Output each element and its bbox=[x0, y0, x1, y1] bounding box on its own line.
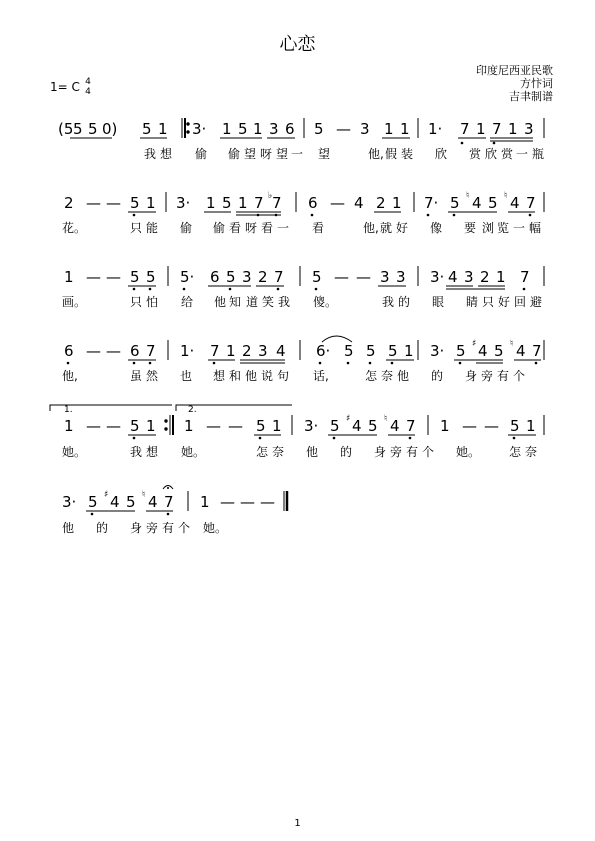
svg-text:4: 4 bbox=[110, 493, 120, 511]
svg-text:4: 4 bbox=[352, 417, 362, 435]
lyric-syllable: 身 bbox=[374, 445, 387, 459]
lyric-syllable: 偷 bbox=[213, 221, 226, 235]
svg-text:5: 5 bbox=[88, 120, 98, 138]
svg-text:1: 1 bbox=[384, 120, 394, 138]
lyric-syllable: 她。 bbox=[456, 445, 481, 459]
svg-text:3: 3 bbox=[524, 120, 534, 138]
origin-credit: 印度尼西亚民歌 bbox=[476, 64, 553, 77]
lyric-syllable: 想 bbox=[213, 369, 226, 383]
svg-text:3·: 3· bbox=[176, 194, 191, 212]
lyric-syllable: 知 bbox=[229, 295, 242, 309]
lyric-syllable: 奈 bbox=[381, 369, 394, 383]
lyric-syllable: 奈 bbox=[272, 445, 285, 459]
svg-text:7: 7 bbox=[164, 493, 174, 511]
svg-text:7: 7 bbox=[532, 342, 542, 360]
lyric-syllable: 画。 bbox=[62, 295, 87, 309]
lyric-syllable: 能 bbox=[146, 221, 159, 235]
lyric-syllable: 眼 bbox=[432, 295, 445, 309]
svg-text:—: — bbox=[86, 417, 101, 435]
svg-text:3: 3 bbox=[380, 268, 390, 286]
time-signature-bottom: 4 bbox=[85, 87, 91, 97]
svg-text:3: 3 bbox=[396, 268, 406, 286]
svg-text:1: 1 bbox=[496, 268, 506, 286]
svg-text:0): 0) bbox=[102, 120, 118, 138]
svg-text:1·: 1· bbox=[180, 342, 195, 360]
lyric-syllable: 旁 bbox=[390, 445, 403, 459]
lyric-syllable: 浏 bbox=[482, 221, 495, 235]
svg-text:3·: 3· bbox=[430, 342, 445, 360]
svg-text:—: — bbox=[240, 493, 255, 511]
svg-text:—: — bbox=[86, 342, 101, 360]
svg-text:1: 1 bbox=[64, 268, 74, 286]
svg-text:1: 1 bbox=[222, 120, 232, 138]
lyric-syllable: 我 bbox=[144, 147, 157, 161]
svg-text:1: 1 bbox=[404, 342, 414, 360]
svg-text:♮: ♮ bbox=[466, 191, 470, 201]
lyric-syllable: 的 bbox=[398, 295, 411, 309]
lyric-syllable: 偷 bbox=[180, 221, 193, 235]
svg-text:2: 2 bbox=[480, 268, 490, 286]
lyric-syllable: 要 bbox=[464, 221, 477, 235]
lyric-syllable: 偷 bbox=[195, 147, 208, 161]
lyric-syllable: 奈 bbox=[525, 445, 538, 459]
svg-text:5: 5 bbox=[88, 493, 98, 511]
lyric-syllable: 呀 bbox=[245, 221, 258, 235]
svg-text:5: 5 bbox=[142, 120, 152, 138]
lyric-syllable: 好 bbox=[396, 221, 409, 235]
lyric-syllable: 欣 bbox=[435, 147, 448, 161]
lyric-syllable: 有 bbox=[162, 521, 175, 535]
barlines bbox=[165, 118, 544, 511]
lyric-syllable: 他 bbox=[62, 521, 75, 535]
svg-text:—: — bbox=[86, 268, 101, 286]
lyric-syllable: 装 bbox=[401, 147, 414, 161]
svg-text:(5: (5 bbox=[58, 120, 74, 138]
svg-text:3: 3 bbox=[464, 268, 474, 286]
key-signature: 1= C bbox=[50, 80, 80, 94]
svg-text:7: 7 bbox=[406, 417, 416, 435]
lyric-syllable: 看 bbox=[261, 221, 274, 235]
svg-text:5: 5 bbox=[130, 194, 140, 212]
svg-text:—: — bbox=[462, 417, 477, 435]
lyric-syllable: 偷 bbox=[228, 147, 241, 161]
svg-text:1: 1 bbox=[508, 120, 518, 138]
svg-text:—: — bbox=[334, 268, 349, 286]
svg-text:♮: ♮ bbox=[142, 490, 146, 500]
lyric-syllable: 欣 bbox=[485, 147, 498, 161]
svg-text:1: 1 bbox=[253, 120, 263, 138]
lyric-syllable: 看 bbox=[312, 221, 325, 235]
lyric-syllable: 想 bbox=[160, 147, 173, 161]
lyric-syllable: 她。 bbox=[62, 445, 87, 459]
lyric-syllable: 一 bbox=[513, 221, 526, 235]
svg-text:5: 5 bbox=[366, 342, 376, 360]
lyric-syllable: 我 bbox=[382, 295, 395, 309]
lyric-syllable: 傻。 bbox=[313, 295, 338, 309]
svg-text:1: 1 bbox=[184, 417, 194, 435]
svg-text:♯: ♯ bbox=[472, 339, 477, 349]
page-number: 1 bbox=[294, 818, 301, 829]
svg-text:6: 6 bbox=[308, 194, 318, 212]
svg-text:1: 1 bbox=[400, 120, 410, 138]
svg-text:5: 5 bbox=[388, 342, 398, 360]
svg-text:6: 6 bbox=[64, 342, 74, 360]
lyric-syllable: 回 bbox=[514, 295, 527, 309]
svg-text:5: 5 bbox=[146, 268, 156, 286]
lyric-syllable: 就 bbox=[380, 221, 393, 235]
lyric-syllable: 一 bbox=[291, 147, 304, 161]
lyric-syllable: 望 bbox=[276, 147, 289, 161]
svg-text:3: 3 bbox=[258, 342, 268, 360]
svg-text:4: 4 bbox=[510, 194, 520, 212]
lyric-syllable: 只 bbox=[130, 295, 143, 309]
svg-text:1: 1 bbox=[238, 194, 248, 212]
lyric-syllable: 看 bbox=[229, 221, 242, 235]
lyric-syllable: 假 bbox=[385, 147, 398, 161]
svg-text:—: — bbox=[106, 417, 121, 435]
lyric-syllable: 也 bbox=[180, 369, 193, 383]
lyric-syllable: 望 bbox=[318, 147, 331, 161]
lyric-syllable: 他, bbox=[363, 221, 379, 235]
svg-text:2: 2 bbox=[242, 342, 252, 360]
svg-text:5: 5 bbox=[330, 417, 340, 435]
svg-text:3·: 3· bbox=[62, 493, 77, 511]
svg-text:1: 1 bbox=[206, 194, 216, 212]
svg-text:5: 5 bbox=[314, 120, 324, 138]
svg-text:♮: ♮ bbox=[510, 339, 514, 349]
lyric-syllable: 他 bbox=[245, 369, 258, 383]
svg-text:5: 5 bbox=[256, 417, 266, 435]
lyric-syllable: 呀 bbox=[260, 147, 273, 161]
lyric-syllable: 她。 bbox=[181, 445, 206, 459]
lyric-syllable: 有 bbox=[406, 445, 419, 459]
double-underlines bbox=[236, 141, 533, 363]
svg-text:5: 5 bbox=[494, 342, 504, 360]
svg-text:♮: ♮ bbox=[384, 414, 388, 424]
lyric-syllable: 他 bbox=[397, 369, 410, 383]
svg-text:3·: 3· bbox=[192, 120, 207, 138]
lyric-syllable: 赏 bbox=[469, 147, 482, 161]
lyric-syllable: 一 bbox=[277, 221, 290, 235]
svg-text:4: 4 bbox=[148, 493, 158, 511]
svg-text:1: 1 bbox=[158, 120, 168, 138]
svg-text:—: — bbox=[330, 194, 345, 212]
svg-text:5: 5 bbox=[130, 268, 140, 286]
svg-text:3: 3 bbox=[269, 120, 279, 138]
svg-text:5: 5 bbox=[456, 342, 466, 360]
svg-text:1: 1 bbox=[146, 417, 156, 435]
lyric-syllable: 道 bbox=[246, 295, 259, 309]
lyric-syllable: 身 bbox=[465, 369, 478, 383]
svg-text:4: 4 bbox=[390, 417, 400, 435]
lyric-syllable: 说 bbox=[261, 369, 274, 383]
lyric-syllable: 望 bbox=[244, 147, 257, 161]
fermata-dot bbox=[167, 487, 169, 489]
lyric-syllable: 身 bbox=[130, 521, 143, 535]
arranger-credit: 吉聿制谱 bbox=[509, 90, 553, 103]
lyric-syllable: 的 bbox=[96, 521, 109, 535]
lyric-syllable: 旁 bbox=[481, 369, 494, 383]
svg-text:1: 1 bbox=[226, 342, 236, 360]
svg-text:1: 1 bbox=[476, 120, 486, 138]
lyric-syllable: 好 bbox=[498, 295, 511, 309]
svg-text:5: 5 bbox=[368, 417, 378, 435]
volta-2-label: 2. bbox=[188, 405, 197, 415]
svg-text:—: — bbox=[260, 493, 275, 511]
svg-text:—: — bbox=[106, 342, 121, 360]
lyric-syllable: 笑 bbox=[262, 295, 275, 309]
svg-text:7: 7 bbox=[460, 120, 470, 138]
svg-text:5: 5 bbox=[312, 268, 322, 286]
svg-text:4: 4 bbox=[448, 268, 458, 286]
lyric-syllable: 个 bbox=[513, 369, 526, 383]
svg-text:4: 4 bbox=[472, 194, 482, 212]
lyric-syllable: 有 bbox=[497, 369, 510, 383]
svg-text:—: — bbox=[336, 120, 351, 138]
svg-text:5·: 5· bbox=[180, 268, 195, 286]
lyric-syllable: 他, bbox=[62, 369, 78, 383]
svg-text:5: 5 bbox=[226, 268, 236, 286]
svg-text:4: 4 bbox=[478, 342, 488, 360]
svg-text:—: — bbox=[220, 493, 235, 511]
svg-text:7: 7 bbox=[526, 194, 536, 212]
svg-text:♯: ♯ bbox=[346, 414, 351, 424]
lyric-syllable: 和 bbox=[229, 369, 242, 383]
svg-text:4: 4 bbox=[516, 342, 526, 360]
lyric-syllable: 怎 bbox=[509, 445, 522, 459]
svg-text:—: — bbox=[106, 268, 121, 286]
svg-text:2: 2 bbox=[64, 194, 74, 212]
svg-text:7: 7 bbox=[272, 194, 282, 212]
svg-text:—: — bbox=[228, 417, 243, 435]
svg-text:5: 5 bbox=[238, 120, 248, 138]
lyric-syllable: 幅 bbox=[529, 221, 542, 235]
svg-text:5: 5 bbox=[450, 194, 460, 212]
svg-text:♭: ♭ bbox=[268, 191, 273, 201]
svg-text:5: 5 bbox=[510, 417, 520, 435]
lyric-syllable: 她。 bbox=[203, 521, 228, 535]
lyric-syllable: 瓶 bbox=[532, 147, 545, 161]
svg-text:2: 2 bbox=[258, 268, 268, 286]
svg-text:1·: 1· bbox=[428, 120, 443, 138]
svg-text:7: 7 bbox=[210, 342, 220, 360]
lyric-syllable: 我 bbox=[130, 445, 143, 459]
svg-text:1: 1 bbox=[526, 417, 536, 435]
svg-text:6·: 6· bbox=[316, 342, 331, 360]
svg-text:1: 1 bbox=[440, 417, 450, 435]
svg-text:5: 5 bbox=[73, 120, 83, 138]
time-signature-top: 4 bbox=[85, 77, 91, 87]
svg-text:7: 7 bbox=[274, 268, 284, 286]
lyric-syllable: 他 bbox=[306, 445, 319, 459]
lyric-syllable: 句 bbox=[277, 369, 290, 383]
svg-text:—: — bbox=[356, 268, 371, 286]
lyric-syllable: 想 bbox=[146, 445, 159, 459]
svg-text:3·: 3· bbox=[430, 268, 445, 286]
svg-text:1: 1 bbox=[272, 417, 282, 435]
svg-text:1: 1 bbox=[64, 417, 74, 435]
svg-text:7·: 7· bbox=[424, 194, 439, 212]
svg-text:6: 6 bbox=[210, 268, 220, 286]
svg-text:1: 1 bbox=[392, 194, 402, 212]
svg-text:5: 5 bbox=[488, 194, 498, 212]
lyric-syllable: 怎 bbox=[365, 369, 378, 383]
svg-text:4: 4 bbox=[276, 342, 286, 360]
lyric-syllable: 个 bbox=[422, 445, 435, 459]
lyric-syllable: 他, bbox=[368, 147, 384, 161]
svg-text:7: 7 bbox=[254, 194, 264, 212]
lyric-syllable: 避 bbox=[530, 295, 543, 309]
lyric-syllable: 旁 bbox=[146, 521, 159, 535]
svg-text:—: — bbox=[484, 417, 499, 435]
song-title: 心恋 bbox=[279, 34, 316, 55]
lyric-syllable: 他 bbox=[214, 295, 227, 309]
svg-text:5: 5 bbox=[344, 342, 354, 360]
lyric-syllable: 睛 bbox=[466, 295, 479, 309]
lyric-syllable: 怎 bbox=[256, 445, 269, 459]
svg-text:1: 1 bbox=[146, 194, 156, 212]
svg-text:7: 7 bbox=[520, 268, 530, 286]
svg-text:3: 3 bbox=[242, 268, 252, 286]
lyric-syllable: 赏 bbox=[501, 147, 514, 161]
lyric-syllable: 只 bbox=[482, 295, 495, 309]
svg-text:6: 6 bbox=[130, 342, 140, 360]
lyric-syllable: 览 bbox=[497, 221, 510, 235]
svg-text:1: 1 bbox=[200, 493, 210, 511]
lyric-syllable: 像 bbox=[430, 221, 443, 235]
volta-1-label: 1. bbox=[64, 405, 73, 415]
lyric-syllable: 虽 bbox=[130, 369, 143, 383]
lyric-syllable: 的 bbox=[340, 445, 353, 459]
svg-text:5: 5 bbox=[222, 194, 232, 212]
lyric-syllable: 我 bbox=[278, 295, 291, 309]
lyric-syllable: 话, bbox=[313, 369, 329, 383]
svg-text:♯: ♯ bbox=[104, 490, 109, 500]
svg-text:7: 7 bbox=[492, 120, 502, 138]
lyric-syllable: 个 bbox=[178, 521, 191, 535]
svg-text:—: — bbox=[206, 417, 221, 435]
lyric-syllable: 然 bbox=[146, 369, 159, 383]
svg-text:3·: 3· bbox=[304, 417, 319, 435]
lyric-syllable: 一 bbox=[516, 147, 529, 161]
svg-text:5: 5 bbox=[130, 417, 140, 435]
lyric-syllable: 的 bbox=[431, 369, 444, 383]
svg-text:4: 4 bbox=[354, 194, 364, 212]
svg-text:6: 6 bbox=[285, 120, 295, 138]
svg-text:3: 3 bbox=[360, 120, 370, 138]
lyric-syllable: 给 bbox=[181, 295, 194, 309]
volta-brackets bbox=[50, 405, 292, 411]
lyric-syllable: 只 bbox=[130, 221, 143, 235]
lyric-syllable: 怕 bbox=[146, 295, 159, 309]
svg-text:—: — bbox=[86, 194, 101, 212]
svg-text:7: 7 bbox=[146, 342, 156, 360]
svg-text:5: 5 bbox=[126, 493, 136, 511]
svg-text:♮: ♮ bbox=[504, 191, 508, 201]
lyric-syllable: 花。 bbox=[62, 221, 87, 235]
svg-text:—: — bbox=[106, 194, 121, 212]
svg-text:2: 2 bbox=[376, 194, 386, 212]
lyricist-credit: 方忭词 bbox=[520, 77, 553, 90]
